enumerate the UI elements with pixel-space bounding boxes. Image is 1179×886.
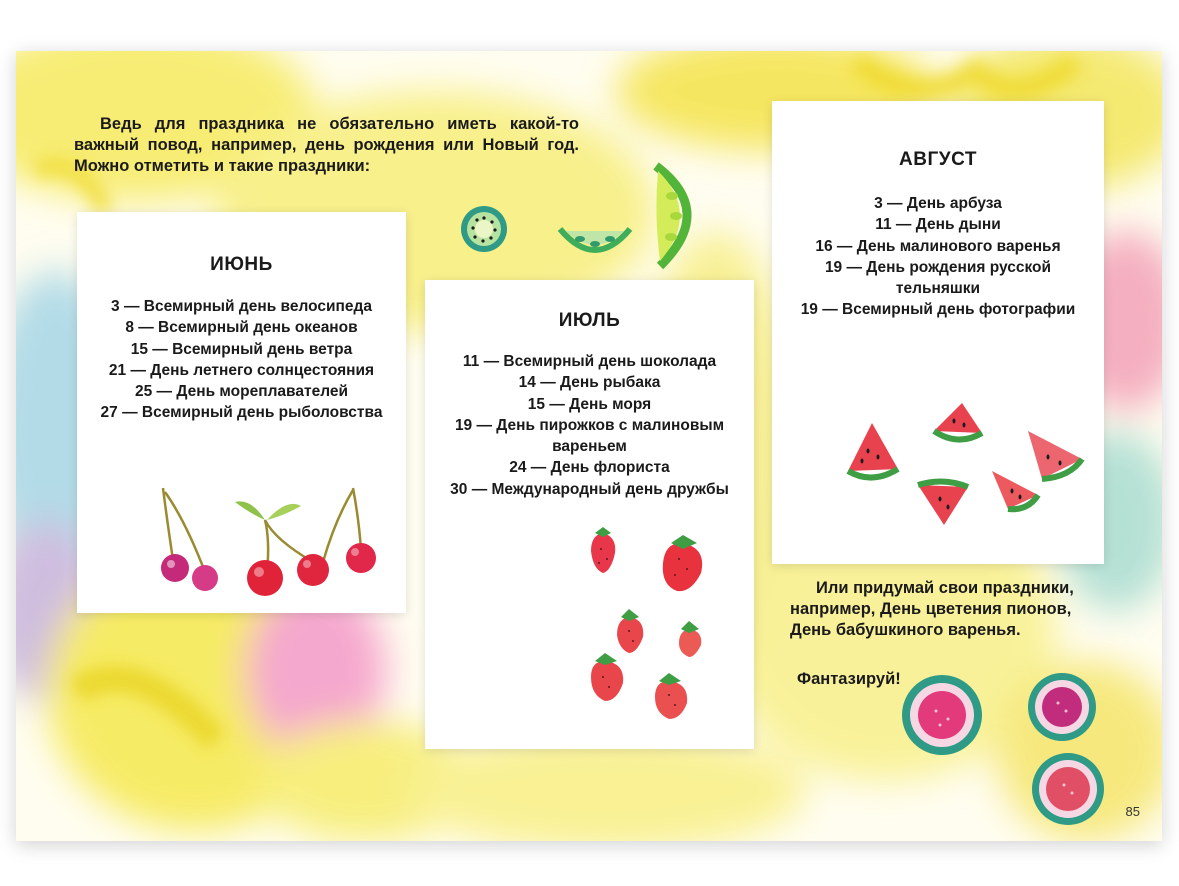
july-card [425, 280, 754, 749]
august-holiday-list [776, 193, 1100, 321]
page-number: 85 [1125, 804, 1140, 819]
list-item: 11 — День дыни [875, 216, 1001, 234]
list-item: 16 — День малинового варенья [815, 237, 1061, 255]
cherries-illustration [155, 480, 395, 600]
list-item: 24 — День флориста [509, 459, 670, 477]
june-title: ИЮНЬ [210, 254, 273, 275]
list-item: 3 — День арбуза [874, 195, 1002, 212]
list-item: 19 — Всемирный день фотографии [800, 301, 1076, 319]
august-title: АВГУСТ [899, 149, 977, 170]
intro-paragraph: Ведь для праздника не обязательно иметь какой-то важный повод, например, день рождения или Новый год. Можно отметить и такие праздники: [74, 115, 579, 175]
august-card [772, 101, 1104, 564]
list-item: 25 — День мореплавателей [135, 383, 348, 401]
list-item: 21 — День летнего солнцестояния [108, 361, 375, 379]
list-item: 14 — День рыбака [518, 374, 661, 392]
list-item: 19 — День пирожков с малиновым [454, 416, 725, 434]
june-card [77, 212, 406, 613]
lime-slice-icon [556, 221, 634, 261]
book-page [16, 51, 1162, 841]
june-holiday-list [81, 296, 402, 424]
watermelon-slices-illustration [842, 401, 1092, 541]
list-item: вареньем [552, 438, 627, 456]
closing-text: Фантазируй! [797, 670, 901, 688]
july-title: ИЮЛЬ [558, 310, 621, 331]
list-item: 8 — Всемирный день океанов [125, 319, 358, 337]
list-item: 15 — День моря [527, 395, 652, 413]
strawberries-illustration [585, 525, 725, 725]
list-item: 30 — Международный день дружбы [450, 480, 729, 498]
list-item: 15 — Всемирный день ветра [130, 340, 353, 358]
list-item: 19 — День рождения русской [824, 258, 1052, 276]
lime-wedge-icon [646, 161, 712, 271]
list-item: 27 — Всемирный день рыболовства [100, 404, 383, 422]
list-item: 11 — Всемирный день шоколада [462, 353, 717, 370]
fig-halves-illustration [896, 671, 1106, 831]
kiwi-slice-icon [458, 203, 510, 255]
list-item: тельняшки [895, 280, 981, 298]
outro-paragraph: Или придумай свои праздники, например, День цветения пионов, День бабушкиного варенья. [790, 579, 1074, 639]
july-holiday-list [429, 351, 750, 500]
list-item: 3 — Всемирный день велосипеда [111, 298, 372, 315]
